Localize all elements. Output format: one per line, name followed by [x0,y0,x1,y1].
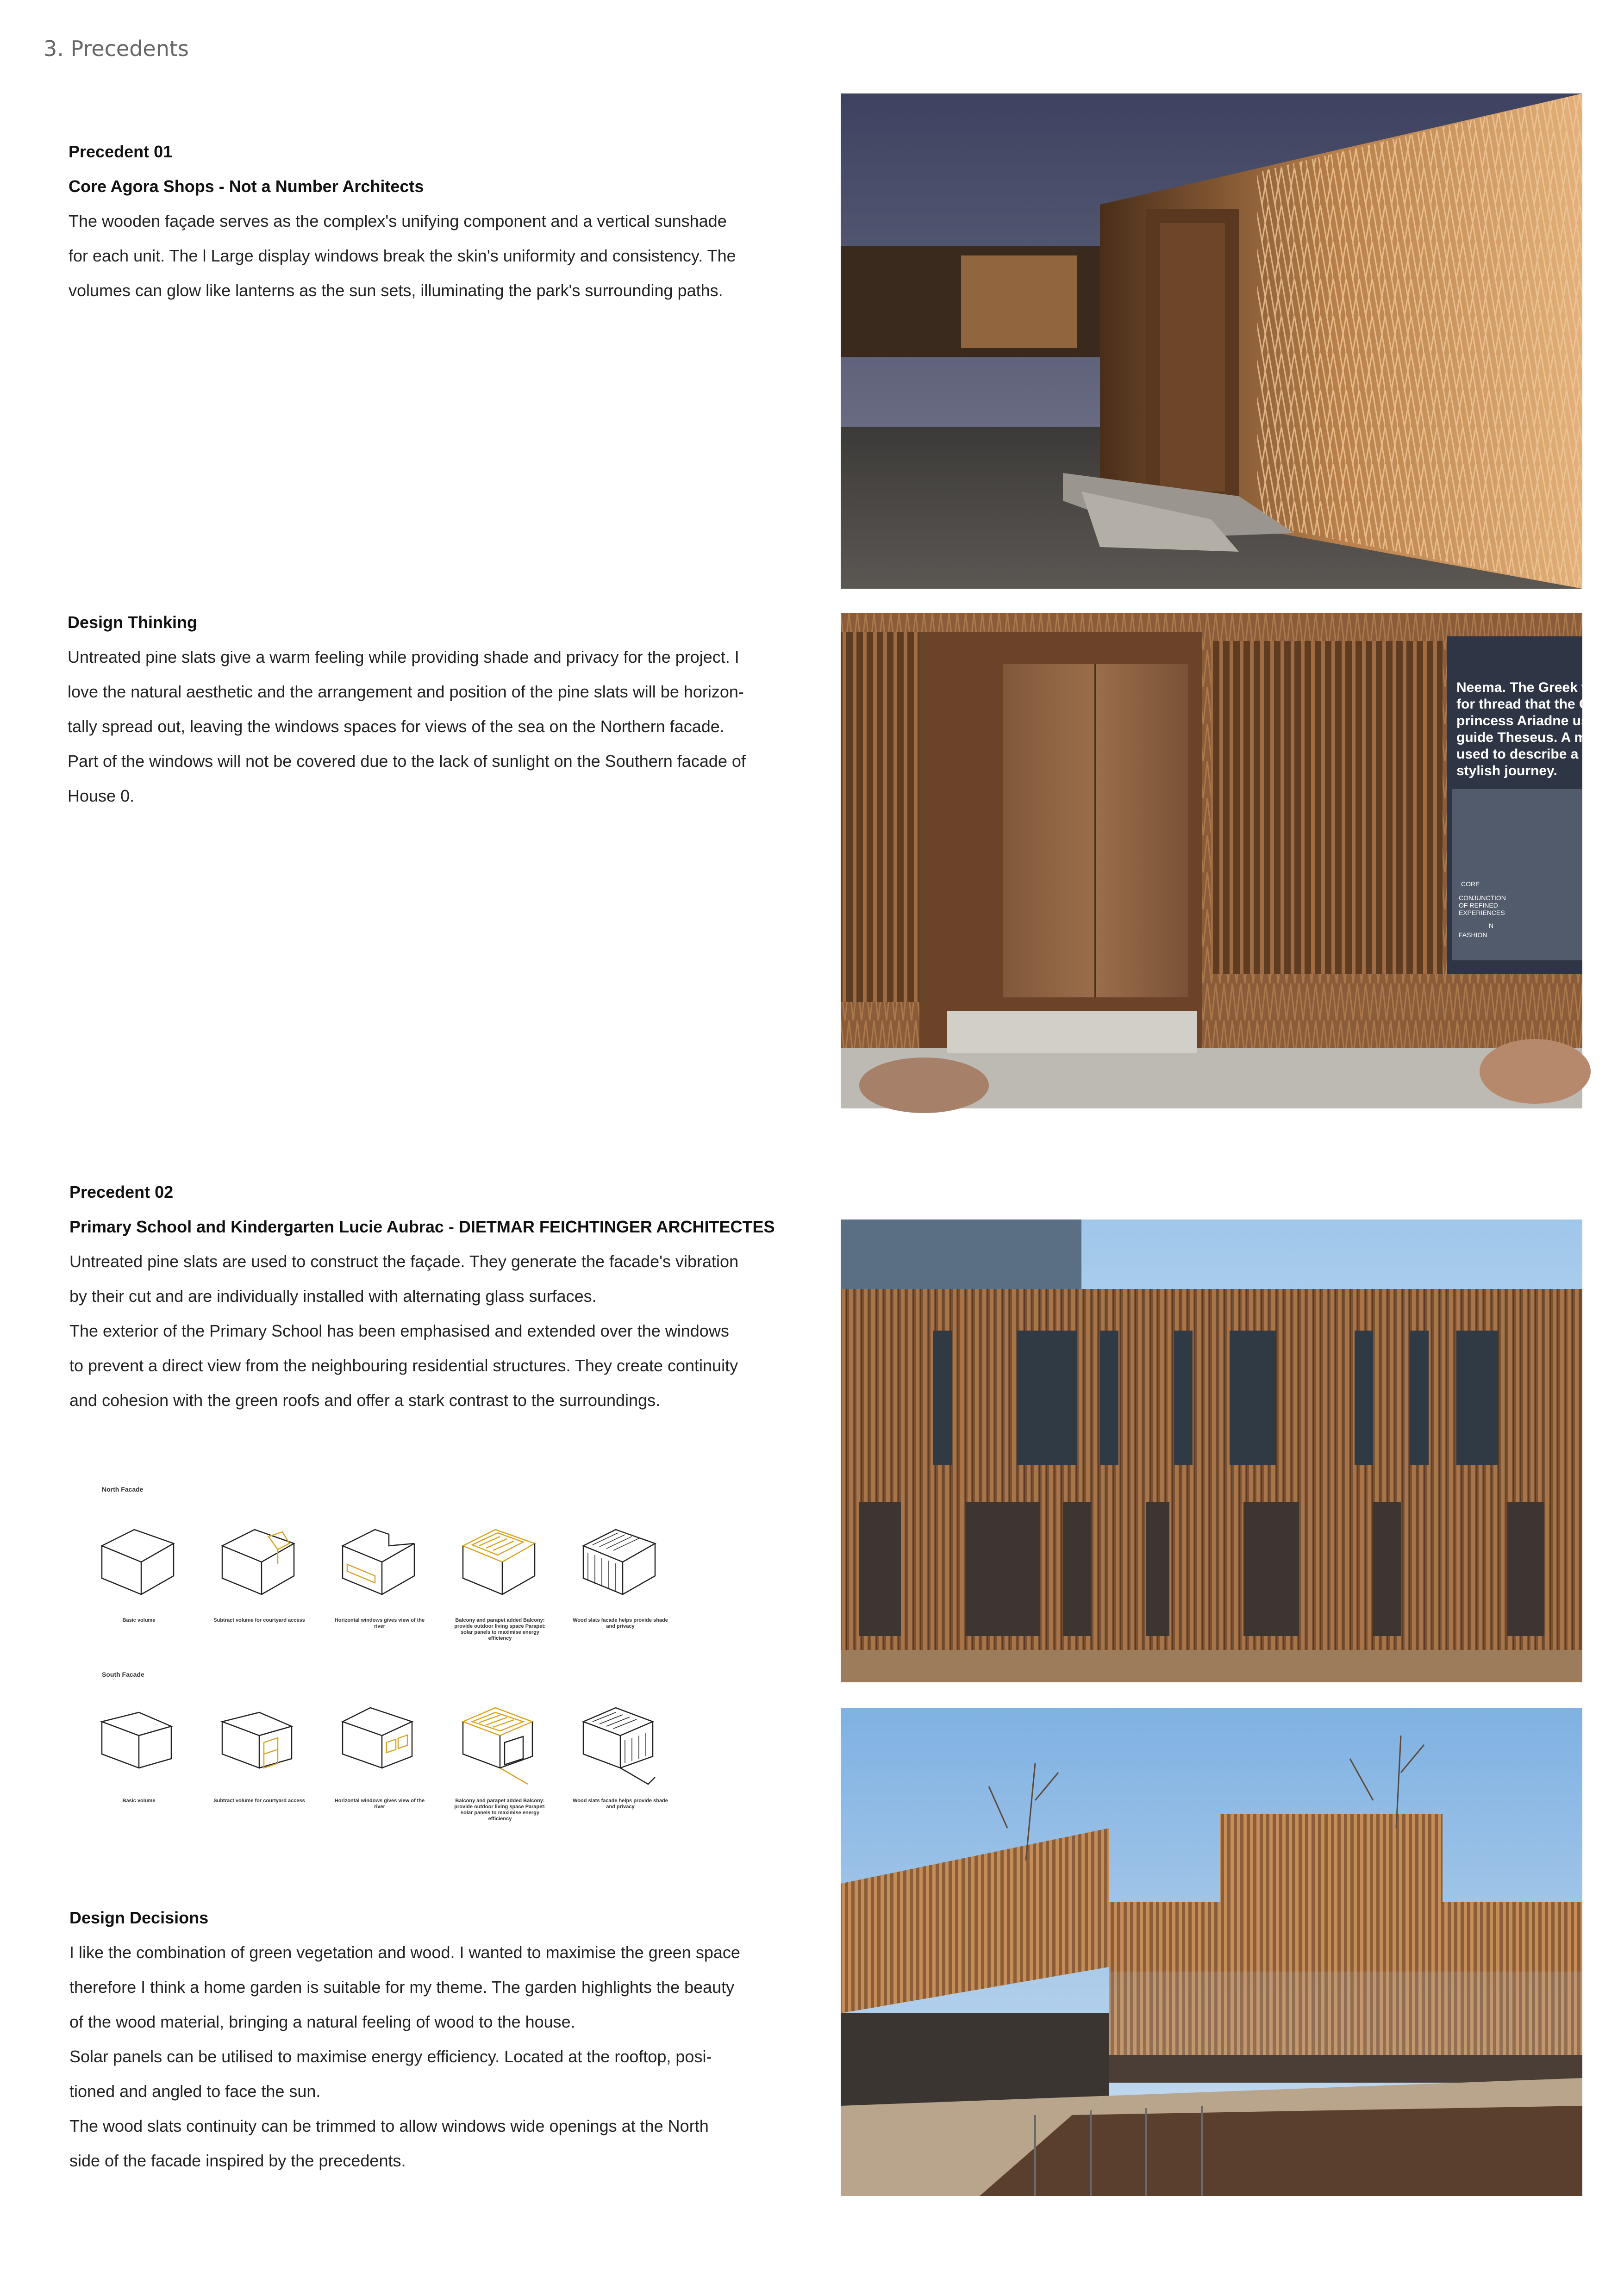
south-step-subtract [213,1699,306,1782]
south-caption: Wood slats facade helps provide shade and privacy [573,1798,668,1810]
design-decisions-line: I like the combination of green vegetation and wood. I wanted to maximise the green space [69,1943,740,1962]
precedent-02-text [69,1175,829,1418]
precedent-01-name: Core Agora Shops - Not a Number Architects [69,177,424,196]
precedent-01-night-photo [841,93,1582,589]
sign-small: CORE [1461,880,1480,888]
design-decisions-text [69,1900,829,2178]
south-caption: Horizontal windows gives view of the river [334,1798,425,1810]
north-caption: Horizontal windows gives view of the river [334,1618,425,1629]
precedent-02-line: to prevent a direct view from the neighbouring residential structures. They create continuity [69,1356,738,1375]
south-step-balcony [454,1699,546,1782]
precedent-02-line: The exterior of the Primary School has been emphasised and extended over the windows [69,1321,729,1340]
precedent-01-label: Precedent 01 [69,142,173,161]
design-thinking-line: Part of the windows will not be covered due to the lack of sunlight on the Southern facade of [68,752,746,771]
precedent-01-line: The wooden façade serves as the complex's unifying component and a vertical sunshade [69,212,727,230]
south-diagram-row [93,1699,750,1822]
design-decisions-line: The wood slats continuity can be trimmed to allow windows wide openings at the North [69,2116,709,2135]
north-caption: Subtract volume for courtyard access [213,1618,305,1623]
south-facade-label: South Facade [102,1671,144,1678]
south-caption: Balcony and parapet added Balcony: provide outdoor living space Parapet: solar panels to maximise energy efficiency [454,1798,546,1822]
sign-line: Neema. The Greek w [1456,680,1593,695]
precedent-01-entrance-photo [841,613,1605,1108]
design-decisions-line: therefore I think a home garden is suitable for my theme. The garden highlights the beauty [69,1978,735,1997]
precedent-02-line: and cohesion with the green roofs and offer a stark contrast to the surroundings. [69,1391,661,1410]
sign-line: guide Theseus. A met [1456,730,1599,745]
north-caption: Wood slats facade helps provide shade and privacy [573,1618,668,1629]
design-thinking-label: Design Thinking [68,613,198,632]
massing-diagrams [93,1486,750,1856]
design-decisions-line: tioned and angled to face the sun. [69,2082,321,2101]
precedent-01-text [69,134,828,308]
design-thinking-line: love the natural aesthetic and the arrangement and position of the pine slats will be horizon- [68,682,744,701]
north-caption: Basic volume [122,1618,156,1623]
north-step-windows [333,1518,426,1601]
precedent-02-label: Precedent 02 [69,1182,174,1201]
design-decisions-line: of the wood material, bringing a natural feeling of wood to the house. [69,2012,575,2031]
north-step-basic [93,1518,185,1601]
precedent-01-line: for each unit. The l Large display windows break the skin's uniformity and consistency. The [69,246,736,265]
sign-line: for thread that the Co [1456,697,1598,712]
precedent-02-courtyard-photo [841,1708,1582,2196]
south-step-slats [574,1699,667,1782]
precedent-02-line: Untreated pine slats are used to construct the façade. They generate the facade's vibration [69,1252,739,1271]
north-caption: Balcony and parapet added Balcony: provide outdoor living space Parapet: solar panels to maximise energy efficiency [454,1618,546,1641]
design-decisions-line: Solar panels can be utilised to maximise energy efficiency. Located at the rooftop, posi- [69,2047,712,2066]
sign-small: CONJUNCTION [1459,894,1506,902]
precedent-02-line: by their cut and are individually installed with alternating glass surfaces. [69,1287,597,1306]
sign-line: used to describe a ne [1456,747,1599,762]
sign-small: EXPERIENCES [1459,909,1505,916]
south-caption: Subtract volume for courtyard access [213,1798,305,1804]
north-diagram-row [93,1518,750,1641]
section-title: 3. Precedents [44,36,189,61]
precedent-01-line: volumes can glow like lanterns as the sun sets, illuminating the park's surrounding paths. [69,281,723,300]
sign-small: N [1489,922,1494,929]
design-thinking-line: Untreated pine slats give a warm feeling while providing shade and privacy for the project. I [68,647,739,666]
north-step-subtract [213,1518,306,1601]
design-thinking-text [68,605,827,813]
design-decisions-label: Design Decisions [69,1908,209,1927]
sign-small: OF REFINED [1459,902,1498,909]
north-facade-label: North Facade [102,1486,144,1493]
design-thinking-line: House 0. [68,786,135,805]
south-caption: Basic volume [122,1798,156,1804]
precedent-02-name: Primary School and Kindergarten Lucie Aubrac - DIETMAR FEICHTINGER ARCHITECTES [69,1217,775,1236]
design-thinking-line: tally spread out, leaving the windows spaces for views of the sea on the Northern facade. [68,717,725,736]
sign-line: princess Ariadne used [1456,713,1605,728]
precedent-02-facade-photo [841,1220,1582,1682]
north-step-balcony [454,1518,546,1601]
design-decisions-line: side of the facade inspired by the precedents. [69,2151,406,2170]
south-step-windows [333,1699,426,1782]
south-step-basic [93,1699,185,1782]
sign-small: FASHION [1459,931,1487,939]
sign-line: stylish journey. [1456,763,1557,778]
north-step-slats [574,1518,667,1601]
